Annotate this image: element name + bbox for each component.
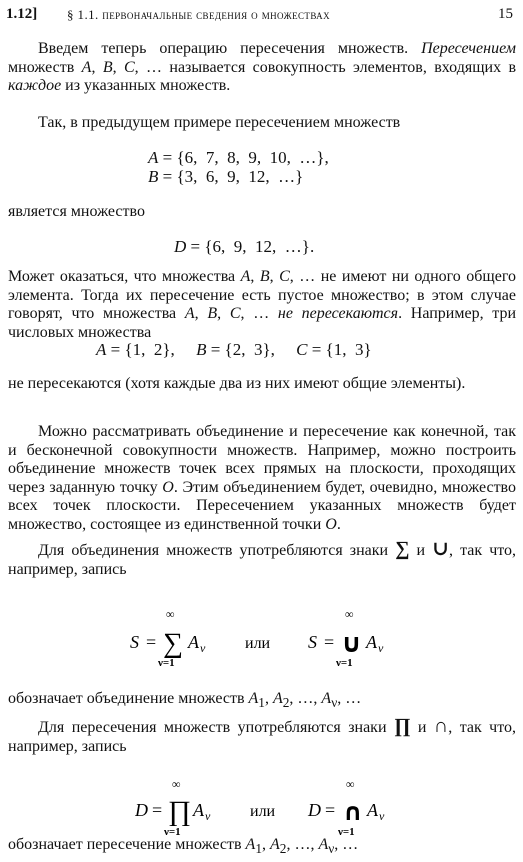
paragraph-empty-intersection: Может оказаться, что множества A, B, C, … не имеют ни одного общего элемента. Тогда их пересечение есть пустое множество; в этом случае говорят, что множества A, B, C, … не пересекаются. Например, три числовых множества xyxy=(8,268,517,341)
paragraph-result-set: является множество xyxy=(8,203,145,220)
svg-text:ν=1: ν=1 xyxy=(338,826,355,838)
inter-signs-text-2: так что, например, запись xyxy=(8,719,517,755)
svg-text:∞: ∞ xyxy=(166,610,175,621)
svg-text:∞: ∞ xyxy=(346,780,355,791)
svg-text:ν: ν xyxy=(200,641,206,655)
inter-meaning-text: обозначает пересечение множеств xyxy=(8,836,242,853)
svg-text:D: D xyxy=(135,800,148,820)
svg-text:A: A xyxy=(188,632,199,652)
union-signs-text-2: так что, например, запись xyxy=(8,542,517,578)
paragraph-intersection-signs: Для пересечения множеств употребляются знаки ∏ и ∩, так что, например, запись xyxy=(8,715,517,755)
svg-text:S: S xyxy=(130,632,139,652)
inter-signs-text: Для пересечения множеств употребляются знаки xyxy=(38,719,387,736)
paragraph-union-signs: Для объединения множеств употребляются знаки ∑ и ∪, так что, например, запись xyxy=(8,538,517,578)
svg-text:ν=1: ν=1 xyxy=(336,657,353,669)
svg-text:или: или xyxy=(250,803,276,820)
svg-text:или: или xyxy=(245,635,271,652)
union-formula-svg xyxy=(130,610,430,670)
paragraph-disjoint: не пересекаются (хотя каждые два из них имеют общие элементы). xyxy=(8,375,466,392)
paragraph-example-intro: Так, в предыдущем примере пересечением множеств xyxy=(38,114,401,131)
svg-text:ν: ν xyxy=(378,641,384,655)
svg-text:=: = xyxy=(325,800,336,820)
formula-set-a: A = {6, 7, 8, 9, 10, …}, xyxy=(148,148,329,167)
paragraph-intersection-def: Введем теперь операцию пересечения множеств. Пересечением множеств A, B, C, … называется совокупность элементов, входящих в каждое из указанных множеств. xyxy=(8,40,517,94)
svg-text:=: = xyxy=(146,632,157,652)
pi-icon: ∏ xyxy=(393,715,411,737)
running-title: § 1.1. первоначальные сведения о множествах xyxy=(67,7,330,22)
formula-union xyxy=(130,610,430,670)
paragraph-intersection-meaning: обозначает пересечение множеств $A_1$, $A_2$, …, $A_\nu$, … xyxy=(8,836,359,857)
paragraph-union-meaning: обозначает объединение множеств $A_1$, $A_2$, …, $A_\nu$, … xyxy=(8,690,362,711)
sigma-icon: ∑ xyxy=(395,538,410,560)
cap-icon: ∩ xyxy=(433,715,449,737)
intersection-formula-svg xyxy=(135,780,435,840)
formula-set-b: B = {3, 6, 9, 12, …} xyxy=(148,167,304,186)
svg-text:ν: ν xyxy=(205,809,211,823)
svg-text:A: A xyxy=(367,800,378,820)
svg-text:∏: ∏ xyxy=(168,796,192,827)
union-signs-text: Для объединения множеств употребляются знаки xyxy=(38,542,389,559)
svg-text:A: A xyxy=(193,800,204,820)
svg-text:A: A xyxy=(366,632,377,652)
svg-text:D: D xyxy=(308,800,321,820)
svg-text:∪: ∪ xyxy=(341,629,363,659)
formula-set-d: D = {6, 9, 12, …}. xyxy=(174,237,315,256)
svg-text:S: S xyxy=(308,632,317,652)
svg-text:ν=1: ν=1 xyxy=(158,657,175,669)
svg-text:=: = xyxy=(324,632,335,652)
union-meaning-text: обозначает объединение множеств xyxy=(8,690,245,707)
paragraph-infinite-families: Можно рассматривать объединение и пересечение как конечной, так и бесконечной совокупности множеств. Например, можно построить объединение множеств точек всех прямых на плоскости, проходящих через заданную точку O. Этим объединением будет, очевидно, множество всех точек плоскости. Пересечением указанных множеств будет множество, состоящее из единственной точки O. xyxy=(8,423,516,533)
cup-icon: ∪ xyxy=(432,538,449,560)
svg-text:ν=1: ν=1 xyxy=(164,826,181,838)
svg-text:∑: ∑ xyxy=(163,628,183,659)
formula-intersection xyxy=(135,780,435,840)
page-number: 15 xyxy=(498,6,513,22)
svg-text:∞: ∞ xyxy=(345,610,354,621)
section-ref: 1.12] xyxy=(6,6,38,22)
svg-text:ν: ν xyxy=(379,809,385,823)
svg-text:=: = xyxy=(152,800,163,820)
svg-text:∩: ∩ xyxy=(343,798,363,826)
page-header xyxy=(6,6,513,28)
svg-text:∞: ∞ xyxy=(172,780,181,791)
formula-three-sets: A = {1, 2}, B = {2, 3}, C = {1, 3} xyxy=(96,340,372,359)
